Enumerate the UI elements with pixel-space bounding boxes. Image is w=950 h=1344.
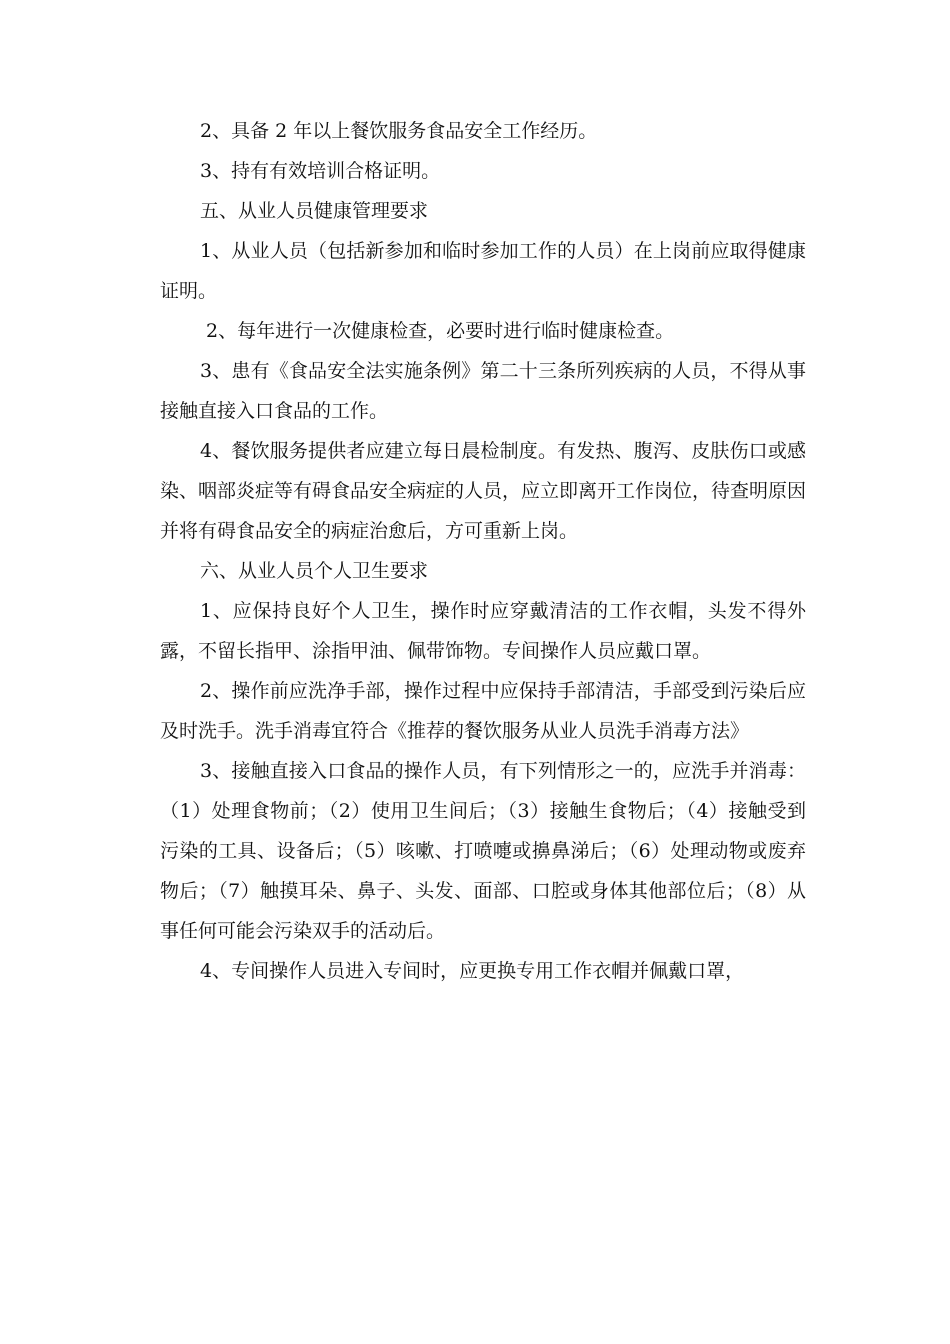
- paragraph-health-3: 3、患有《食品安全法实施条例》第二十三条所列疾病的人员，不得从事接触直接入口食品的工作。: [160, 360, 806, 422]
- section-heading-health: 五、从业人员健康管理要求: [200, 200, 429, 222]
- paragraph-health-1: 1、从业人员（包括新参加和临时参加工作的人员）在上岗前应取得健康证明。: [160, 240, 806, 302]
- paragraph-hygiene-2: 2、操作前应洗净手部，操作过程中应保持手部清洁，手部受到污染后应及时洗手。洗手消毒宜符合《推荐的餐饮服务从业人员洗手消毒方法》: [160, 680, 806, 742]
- section-heading-hygiene: 六、从业人员个人卫生要求: [200, 560, 429, 582]
- paragraph-requirement-3: 3、持有有效培训合格证明。: [200, 160, 441, 182]
- paragraph-hygiene-4: 4、专间操作人员进入专间时，应更换专用工作衣帽并佩戴口罩，: [200, 960, 745, 982]
- paragraph-health-4: 4、餐饮服务提供者应建立每日晨检制度。有发热、腹泻、皮肤伤口或感染、咽部炎症等有碍食品安全病症的人员，应立即离开工作岗位，待查明原因并将有碍食品安全的病症治愈后，方可重新上岗。: [160, 440, 807, 542]
- document-page: [160, 111, 806, 991]
- paragraph-requirement-2: 2、具备 2 年以上餐饮服务食品安全工作经历。: [200, 120, 598, 142]
- paragraph-hygiene-3: 3、接触直接入口食品的操作人员，有下列情形之一的，应洗手并消毒：（1）处理食物前；（2）使用卫生间后；（3）接触生食物后；（4）接触受到污染的工具、设备后；（5）咳嗽、打喷嚏或擤鼻涕后；（6）处理动物或废弃物后；（7）触摸耳朵、鼻子、头发、面部、口腔或身体其他部位后；（8）从事任何可能会污染双手的活动后。: [160, 760, 806, 942]
- paragraph-hygiene-1: 1、应保持良好个人卫生，操作时应穿戴清洁的工作衣帽，头发不得外露，不留长指甲、涂指甲油、佩带饰物。专间操作人员应戴口罩。: [160, 600, 806, 662]
- paragraph-health-2: 2、每年进行一次健康检查，必要时进行临时健康检查。: [206, 320, 675, 342]
